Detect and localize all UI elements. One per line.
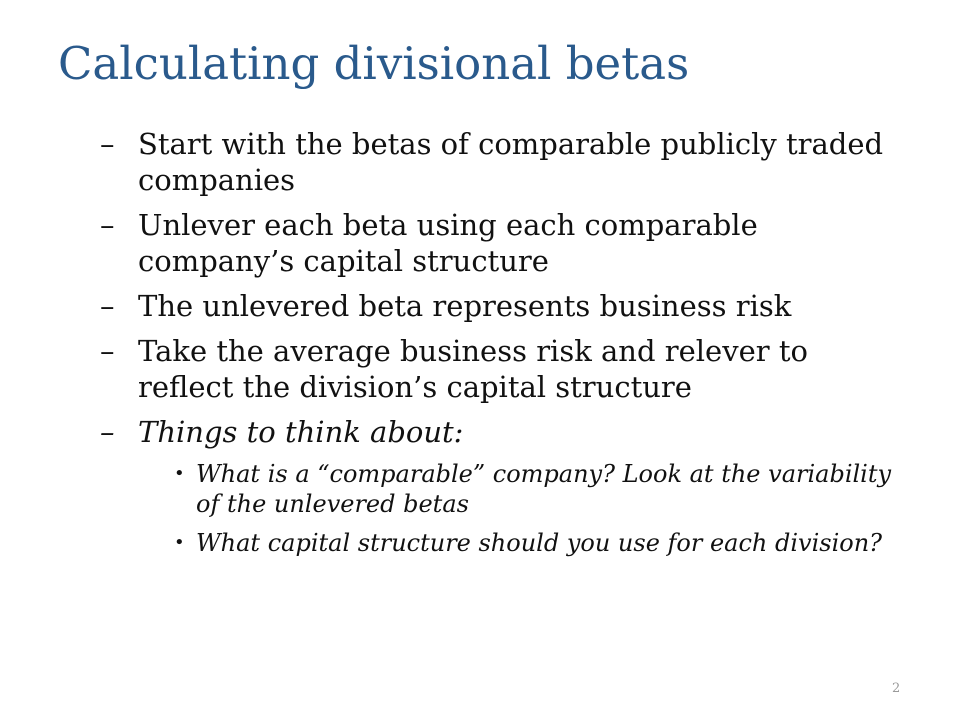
- bullet-text: Start with the betas of comparable publicly traded companies: [138, 127, 884, 197]
- bullet-text: Unlever each beta using each comparable company’s capital structure: [138, 208, 758, 278]
- sub-bullet-item: [174, 459, 900, 519]
- slide-title: Calculating divisional betas: [58, 37, 690, 90]
- bullet-dot-icon: •: [174, 532, 185, 553]
- sub-bullet-item: [174, 528, 900, 558]
- bullet-item: [100, 207, 900, 279]
- bullet-item: [100, 288, 900, 324]
- bullet-dot-icon: •: [174, 463, 185, 484]
- bullet-item: [100, 333, 900, 405]
- dash-marker: –: [100, 289, 115, 323]
- dash-marker: –: [100, 415, 115, 449]
- dash-marker: –: [100, 208, 115, 242]
- dash-marker: –: [100, 334, 115, 368]
- bullet-text: The unlevered beta represents business risk: [138, 289, 792, 323]
- page-number: 2: [892, 681, 901, 696]
- bullet-text: Take the average business risk and relever to reflect the division’s capital structure: [138, 334, 808, 404]
- dash-marker: –: [100, 127, 115, 161]
- bullet-item: [100, 414, 900, 450]
- sub-bullet-text: What is a “comparable” company? Look at the variability of the unlevered betas: [196, 460, 892, 518]
- sub-bullet-text: What capital structure should you use for each division?: [196, 529, 883, 557]
- slide-body: [100, 126, 900, 567]
- bullet-item: [100, 126, 900, 198]
- bullet-text: Things to think about:: [138, 415, 464, 449]
